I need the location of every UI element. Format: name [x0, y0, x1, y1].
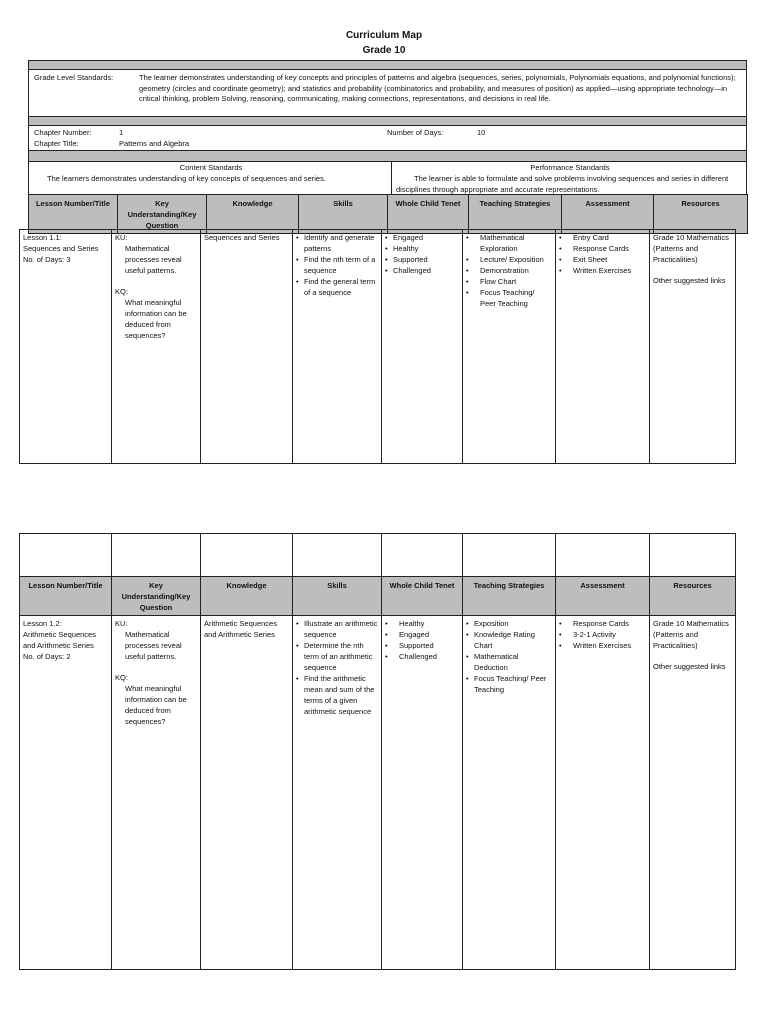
strategies-cell: [463, 616, 556, 970]
list-item: • Written Exercises: [559, 265, 646, 276]
col-header-assessment: Assessment: [562, 195, 654, 234]
list-item: • Find the nth term of a sequence: [296, 254, 378, 276]
chapter-title-value: Patterns and Algebra: [119, 139, 190, 148]
list-item: • Exposition: [466, 618, 552, 629]
list-item: • Supported: [385, 254, 459, 265]
list-item: • Lecture/ Exposition: [466, 254, 552, 265]
list-item: • Response Cards: [559, 243, 646, 254]
table-row: [20, 616, 736, 970]
knowledge-cell: Arithmetic Sequences and Arithmetic Series: [201, 616, 293, 970]
col-header-tenet: Whole Child Tenet: [382, 577, 463, 616]
col-header-key-understanding: Key Understanding/Key Question: [112, 577, 201, 616]
list-item: • Mathematical Deduction: [466, 651, 552, 673]
lesson-table-2: [19, 533, 736, 970]
performance-standards-text: The learner is able to formulate and solve problems involving sequences and series in different disciplines through appropriate and accurate representations.: [396, 174, 729, 194]
content-standards-label: Content Standards: [179, 163, 243, 172]
lesson-table-1: [19, 229, 736, 464]
resources-cell: Grade 10 Mathematics (Patterns and Practicalities) Other suggested links: [650, 230, 736, 464]
list-item: • Written Exercises: [559, 640, 646, 651]
col-header-knowledge: Knowledge: [201, 577, 293, 616]
list-item: • Engaged: [385, 629, 459, 640]
chapter-number-label: Chapter Number:: [34, 128, 92, 137]
col-header-strategies: Teaching Strategies: [469, 195, 562, 234]
tenet-cell: [382, 616, 463, 970]
col-header-key-understanding: Key Understanding/Key Question: [118, 195, 207, 234]
col-header-lesson: Lesson Number/Title: [20, 577, 112, 616]
assessment-cell: [556, 616, 650, 970]
list-item: • Entry Card: [559, 232, 646, 243]
list-item: • Identify and generate patterns: [296, 232, 378, 254]
content-standards-text: The learners demonstrates understanding of key concepts of sequences and series.: [47, 174, 326, 183]
knowledge-cell: Sequences and Series: [201, 230, 293, 464]
col-header-lesson: Lesson Number/Title: [29, 195, 118, 234]
list-item: • Illustrate an arithmetic sequence: [296, 618, 378, 640]
list-item: • Determine the nth term of an arithmetic sequence: [296, 640, 378, 673]
list-item: • Knowledge Rating Chart: [466, 629, 552, 651]
resources-cell: Grade 10 Mathematics (Patterns and Practicalities) Other suggested links: [650, 616, 736, 970]
list-item: • Healthy: [385, 243, 459, 254]
list-item: • Engaged: [385, 232, 459, 243]
list-item: • Healthy: [385, 618, 459, 629]
key-understanding-cell: KU: Mathematical processes reveal useful patterns. KQ: What meaningful information can be deduced from sequences?: [112, 616, 201, 970]
page-title: Curriculum Map: [345, 30, 423, 41]
days-label: Number of Days:: [387, 128, 444, 137]
chapter-title-label: Chapter Title:: [34, 139, 79, 148]
skills-cell: [293, 230, 382, 464]
list-item: • Find the arithmetic mean and sum of the terms of a given arithmetic sequence: [296, 673, 378, 717]
strategies-cell: [463, 230, 556, 464]
table-row: [20, 534, 736, 577]
performance-standards-label: Performance Standards: [530, 163, 610, 172]
table-row: [20, 230, 736, 464]
list-item: • Challenged: [385, 265, 459, 276]
col-header-skills: Skills: [299, 195, 388, 234]
col-header-assessment: Assessment: [556, 577, 650, 616]
list-item: • Supported: [385, 640, 459, 651]
tenet-cell: [382, 230, 463, 464]
skills-cell: [293, 616, 382, 970]
list-item: • 3-2-1 Activity: [559, 629, 646, 640]
page-subtitle: Grade 10: [362, 45, 406, 56]
chapter-number-value: 1: [119, 128, 124, 137]
grade-level-text: The learner demonstrates understanding of key concepts and principles of patterns and algebra (sequences, series, polynomials, Polynomials equations, and polynomial functions); geometry (circles and coordinate geometry); and statistics and probability (combinatorics and probability, and measures of position) as applied—using appropriate technology—in critical thinking, problem Solving, reasoning, communicating, making connections, representations, and decisions in real life.: [139, 73, 736, 103]
list-item: • Demonstration: [466, 265, 552, 276]
list-item: • Challenged: [385, 651, 459, 662]
lesson-cell: Lesson 1.1: Sequences and Series No. of Days: 3: [20, 230, 112, 464]
list-item: • Flow Chart: [466, 276, 552, 287]
content-standards: [28, 161, 392, 195]
performance-standards: [391, 161, 747, 195]
col-header-strategies: Teaching Strategies: [463, 577, 556, 616]
col-header-tenet: Whole Child Tenet: [388, 195, 469, 234]
col-header-knowledge: Knowledge: [207, 195, 299, 234]
list-item: • Response Cards: [559, 618, 646, 629]
lesson-cell: Lesson 1.2: Arithmetic Sequences and Arithmetic Series No. of Days: 2: [20, 616, 112, 970]
col-header-resources: Resources: [654, 195, 748, 234]
lesson-table-1-header: [28, 194, 748, 234]
list-item: • Mathematical Exploration: [466, 232, 552, 254]
list-item: • Focus Teaching/ Peer Teaching: [466, 673, 552, 695]
list-item: • Find the general term of a sequence: [296, 276, 378, 298]
key-understanding-cell: KU: Mathematical processes reveal useful patterns. KQ: What meaningful information can be deduced from sequences?: [112, 230, 201, 464]
grade-level-standards: [28, 69, 747, 117]
col-header-resources: Resources: [650, 577, 736, 616]
chapter-info: [28, 125, 747, 151]
col-header-skills: Skills: [293, 577, 382, 616]
list-item: • Exit Sheet: [559, 254, 646, 265]
grade-level-label: Grade Level Standards:: [34, 73, 114, 82]
assessment-cell: [556, 230, 650, 464]
list-item: • Focus Teaching/ Peer Teaching: [466, 287, 552, 309]
days-value: 10: [477, 128, 486, 137]
